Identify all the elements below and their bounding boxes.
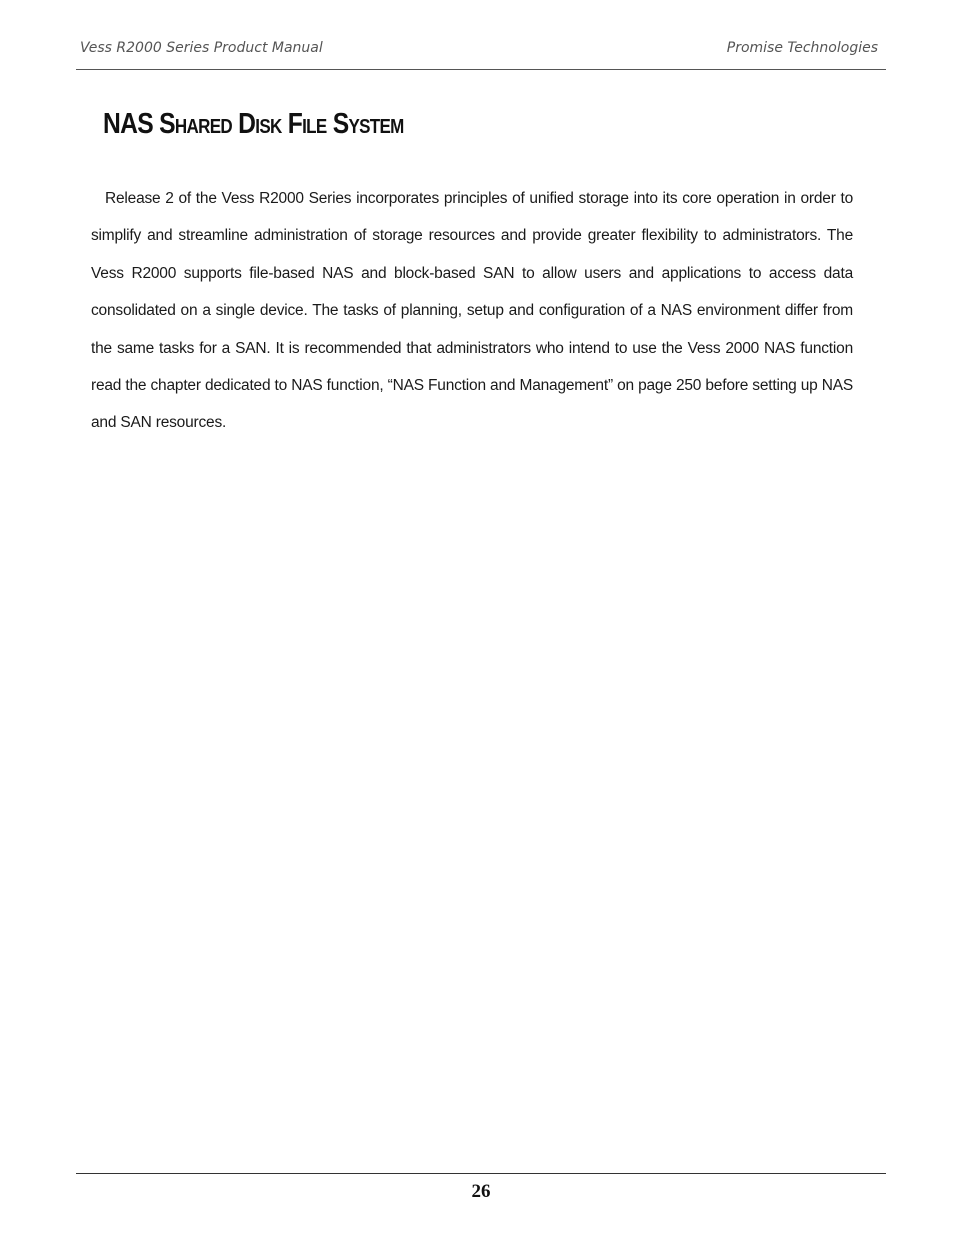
page-header	[76, 30, 886, 70]
header-manual-title: Vess R2000 Series Product Manual	[80, 40, 323, 56]
page-number: 26	[471, 1181, 491, 1202]
footer-divider	[76, 1173, 886, 1174]
section-title: NAS Shared Disk File System	[103, 108, 404, 140]
header-company-name: Promise Technologies	[726, 40, 878, 56]
body-paragraph: Release 2 of the Vess R2000 Series incorporates principles of unified storage into its core operation in order to simplify and streamline administration of storage resources and provide greater flexibility to administrators. The Vess R2000 supports file-based NAS and block-based SAN to allow users and applications to access data consolidated on a single device. The tasks of planning, setup and configuration of a NAS environment differ from the same tasks for a SAN. It is recommended that administrators who intend to use the Vess 2000 NAS function read the chapter dedicated to NAS function, “NAS Function and Management” on page 250 before setting up NAS and SAN resources.	[91, 190, 853, 432]
